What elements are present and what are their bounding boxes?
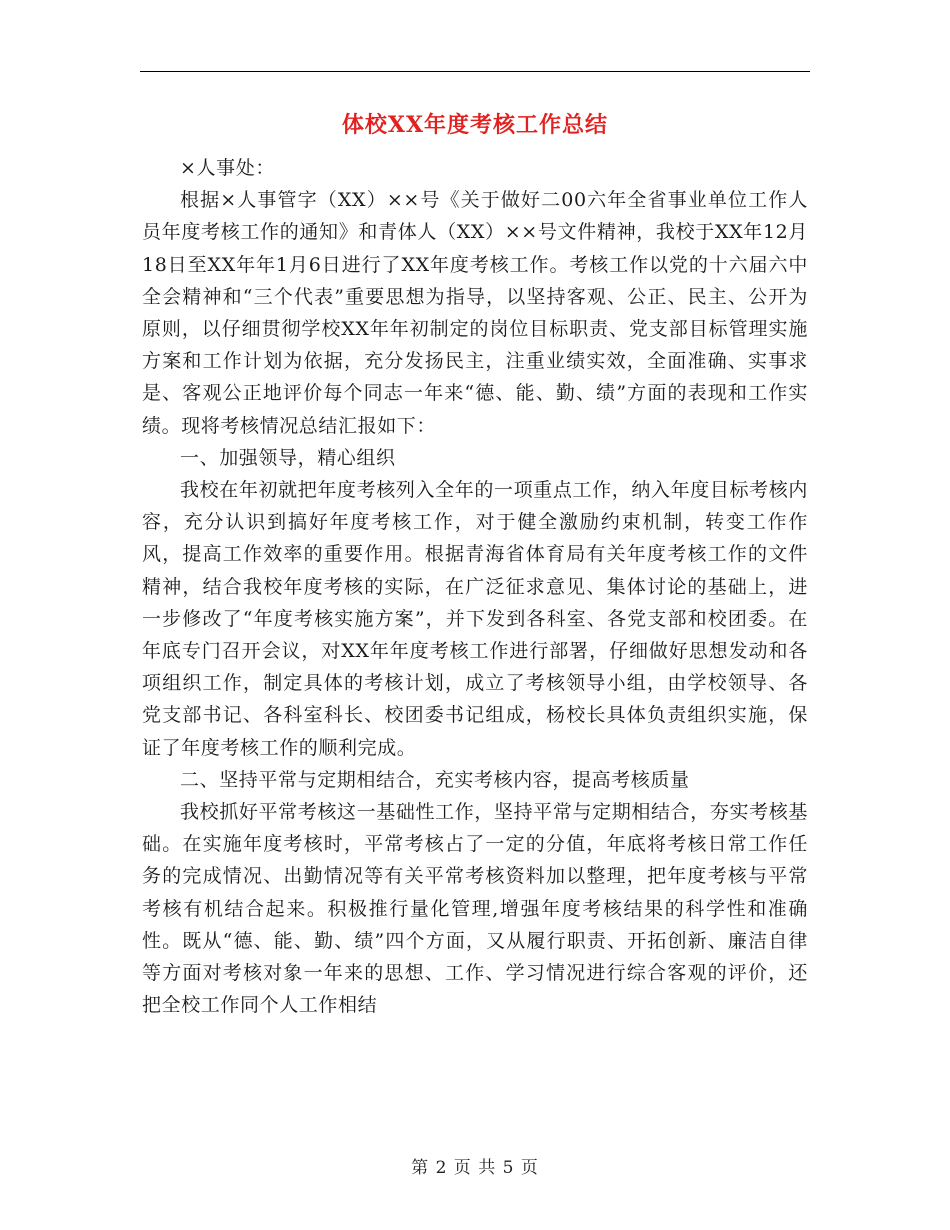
page-footer: 第 2 页 共 5 页 — [411, 1158, 539, 1178]
header-rule — [140, 71, 810, 72]
document-body — [142, 152, 808, 1021]
document-title: 体校XX年度考核工作总结 — [341, 112, 609, 138]
intro-paragraph: 根据×人事管字（XX）××号《关于做好二00六年全省事业单位工作人员年度考核工作的通知》和青体人（XX）××号文件精神，我校于XX年12月18日至XX年年1月6日进行了XX年度考核工作。考核工作以党的十六届六中全会精神和“三个代表”重要思想为指导，以坚持客观、公正、民主、公开为原则，以仔细贯彻学校XX年年初制定的岗位目标职责、党支部目标管理实施方案和工作计划为依据，充分发扬民主，注重业绩实效，全面准确、实事求是、客观公正地评价每个同志一年来“德、能、勤、绩”方面的表现和工作实绩。现将考核情况总结汇报如下： — [142, 189, 808, 437]
section-heading-1: 一、加强领导，精心组织 — [180, 446, 396, 469]
salutation: ×人事处： — [180, 157, 275, 179]
section-2-paragraph: 我校抓好平常考核这一基础性工作，坚持平常与定期相结合，夯实考核基础。在实施年度考核时，平常考核占了一定的分值，年底将考核日常工作任务的完成情况、出勤情况等有关平常考核资料加以整理，把年度考核与平常考核有机结合起来。积极推行量化管理,增强年度考核结果的科学性和准确性。既从“德、能、勤、绩”四个方面，又从履行职责、开拓创新、廉洁自律等方面对考核对象一年来的思想、工作、学习情况进行综合客观的评价，还把全校工作同个人工作相结 — [142, 801, 808, 1017]
section-1-paragraph: 我校在年初就把年度考核列入全年的一项重点工作，纳入年度目标考核内容，充分认识到搞好年度考核工作，对于健全激励约束机制，转变工作作风，提高工作效率的重要作用。根据青海省体育局有关年度考核工作的文件精神，结合我校年度考核的实际，在广泛征求意见、集体讨论的基础上，进一步修改了“年度考核实施方案”，并下发到各科室、各党支部和校团委。在年底专门召开会议，对XX年年度考核工作进行部署，仔细做好思想发动和各项组织工作，制定具体的考核计划，成立了考核领导小组，由学校领导、各党支部书记、各科室科长、校团委书记组成，杨校长具体负责组织实施，保证了年度考核工作的顺利完成。 — [142, 479, 808, 759]
section-heading-2: 二、坚持平常与定期相结合，充实考核内容，提高考核质量 — [180, 768, 690, 791]
